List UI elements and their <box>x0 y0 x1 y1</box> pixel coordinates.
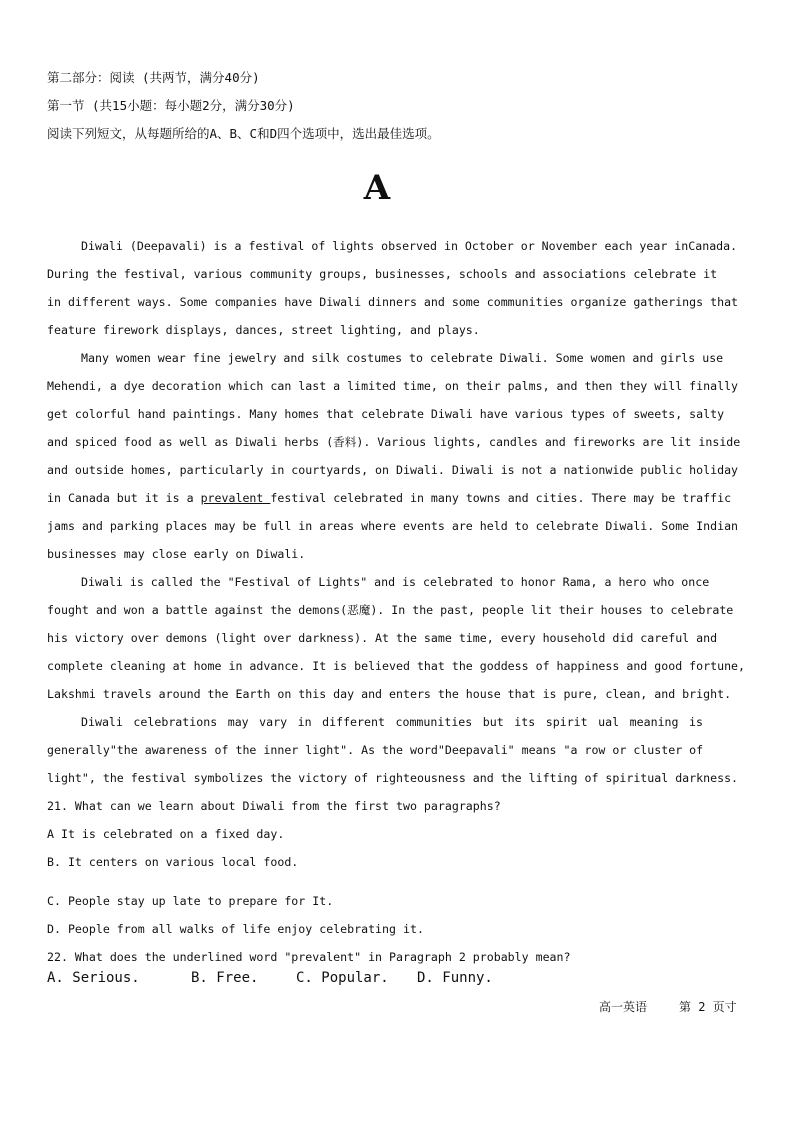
footer-page-number: 第 2 页寸 <box>679 1000 737 1014</box>
paragraph-4-line: generally"the awareness of the inner light". As the word"Deepavali" means "a row or cluster of <box>47 743 704 757</box>
section-heading: 第一节 (共15小题：每小题2分，满分30分) <box>47 98 295 113</box>
paragraph-3-line: his victory over demons (light over darkness). At the same time, every household did careful and <box>47 631 718 645</box>
paragraph-4-line: light", the festival symbolizes the victory of righteousness and the lifting of spiritual darkness. <box>47 771 739 785</box>
underlined-word-prevalent: prevalent <box>200 491 271 505</box>
passage-title: A <box>363 168 391 208</box>
question-22-option-d: D. Funny. <box>417 970 493 986</box>
paragraph-2-line: and outside homes, particularly in courtyards, on Diwali. Diwali is not a nationwide public holiday <box>47 463 739 477</box>
paragraph-2-line: Many women wear fine jewelry and silk costumes to celebrate Diwali. Some women and girls use <box>81 351 724 365</box>
paragraph-1-line: Diwali (Deepavali) is a festival of lights observed in October or November each year inCanada. <box>81 239 738 253</box>
question-22-option-a: A. Serious. <box>47 970 140 986</box>
paragraph-3-line: Diwali is called the "Festival of Lights" and is celebrated to honor Rama, a hero who once <box>81 575 710 589</box>
paragraph-3-line: Lakshmi travels around the Earth on this day and enters the house that is pure, clean, and bright. <box>47 687 732 701</box>
question-22-option-b: B. Free. <box>191 970 259 986</box>
text-segment: festival celebrated in many towns and cities. There may be traffic <box>270 491 732 505</box>
question-22-stem: 22. What does the underlined word "prevalent" in Paragraph 2 probably mean? <box>47 950 571 964</box>
paragraph-2-line: and spiced food as well as Diwali herbs (香料). Various lights, candles and fireworks are lit inside <box>47 435 741 449</box>
paragraph-3-line: fought and won a battle against the demons(恶魔). In the past, people lit their houses to celebrate <box>47 603 734 617</box>
part-heading: 第二部分：阅读 (共两节，满分40分) <box>47 70 260 85</box>
question-22-option-c: C. Popular. <box>296 970 389 986</box>
footer-subject: 高一英语 <box>599 1000 648 1014</box>
paragraph-2-line: businesses may close early on Diwali. <box>47 547 306 561</box>
paragraph-2-line <box>47 490 732 506</box>
question-21-option-c: C. People stay up late to prepare for It. <box>47 894 334 908</box>
text-segment: in Canada but it is a <box>47 491 201 505</box>
question-22-options <box>47 969 493 987</box>
question-21-option-d: D. People from all walks of life enjoy celebrating it. <box>47 922 424 936</box>
question-21-option-a: A It is celebrated on a fixed day. <box>47 827 285 841</box>
paragraph-1-line: During the festival, various community groups, businesses, schools and associations celebrate it <box>47 267 718 281</box>
paragraph-4-line: Diwali celebrations may vary in different communities but its spirit ual meaning is <box>81 715 703 729</box>
paragraph-2-line: get colorful hand paintings. Many homes that celebrate Diwali have various types of sweets, salty <box>47 407 725 421</box>
question-21-stem: 21. What can we learn about Diwali from the first two paragraphs? <box>47 799 501 813</box>
paragraph-1-line: feature firework displays, dances, street lighting, and plays. <box>47 323 480 337</box>
paragraph-3-line: complete cleaning at home in advance. It is believed that the goddess of happiness and good fortune, <box>47 659 746 673</box>
instruction-text: 阅读下列短文，从每题所给的A、B、C和D四个选项中，选出最佳选项。 <box>47 126 440 141</box>
paragraph-2-line: Mehendi, a dye decoration which can last a limited time, on their palms, and then they will finally <box>47 379 739 393</box>
question-21-option-b: B. It centers on various local food. <box>47 855 299 869</box>
paragraph-2-line: jams and parking places may be full in areas where events are held to celebrate Diwali. Some Indian <box>47 519 739 533</box>
paragraph-1-line: in different ways. Some companies have Diwali dinners and some communities organize gatherings that <box>47 295 739 309</box>
